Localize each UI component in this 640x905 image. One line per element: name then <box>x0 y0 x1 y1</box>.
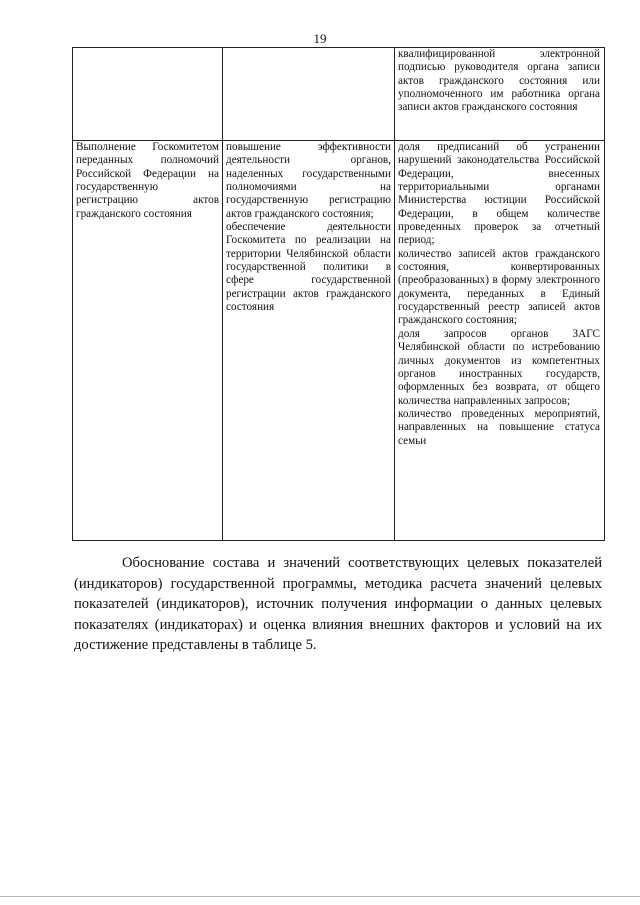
indicator-item: количество записей актов гражданского состояния, конвертированных (преобразованных) в форму электронного документа, переданных в Единый государственный реестр записей актов гражданского состояния; <box>398 247 600 327</box>
table-cell-objective <box>223 141 395 541</box>
table-cell-indicator <box>395 48 605 141</box>
body-paragraph: Обоснование состава и значений соответствующих целевых показателей (индикаторов) государственной программы, методика расчета значений целевых показателей (индикаторов), источник получения информации о данных целевых показателях (индикаторах) и оценка влияния внешних факторов и условий на их достижение представлены в таблице 5. <box>74 555 602 653</box>
table-row <box>73 141 605 541</box>
page-number: 19 <box>313 31 327 46</box>
objective-item: повышение эффективности деятельности органов, наделенных государственными полномочиями на государственную регистрацию актов гражданского состояния; <box>226 141 391 220</box>
table-cell-indicator <box>395 141 605 541</box>
table-cell-task <box>73 141 223 541</box>
table-row <box>73 48 605 141</box>
indicator-item: количество проведенных мероприятий, направленных на повышение статуса семьи <box>398 407 600 447</box>
indicator-item: доля запросов органов ЗАГС Челябинской области по истребованию личных документов из компетентных органов иностранных государств, оформленных без возврата, от общего количества направленных запросов; <box>398 327 600 407</box>
scan-edge-line <box>0 896 640 897</box>
indicators-table <box>72 47 605 541</box>
cell-text: квалифицированной электронной подписью руководителя органа записи актов гражданского состояния или уполномоченного им работника органа записи актов гражданского состояния <box>398 48 600 114</box>
table-cell-task <box>73 48 223 141</box>
cell-text <box>226 141 391 314</box>
table-cell-objective <box>223 48 395 141</box>
objective-item: обеспечение деятельности Госкомитета по реализации на территории Челябинской области государственной политики в сфере государственной регистрации актов гражданского состояния <box>226 221 391 314</box>
cell-text: Выполнение Госкомитетом переданных полномочий Российской Федерации на государственную регистрацию актов гражданского состояния <box>76 141 219 220</box>
cell-text <box>398 141 600 448</box>
indicator-item: доля предписаний об устранении нарушений законодательства Российской Федерации, внесенных территориальными органами Министерства юстиции Российской Федерации, в общем количестве проведенных проверок за отчетный период; <box>398 141 600 247</box>
